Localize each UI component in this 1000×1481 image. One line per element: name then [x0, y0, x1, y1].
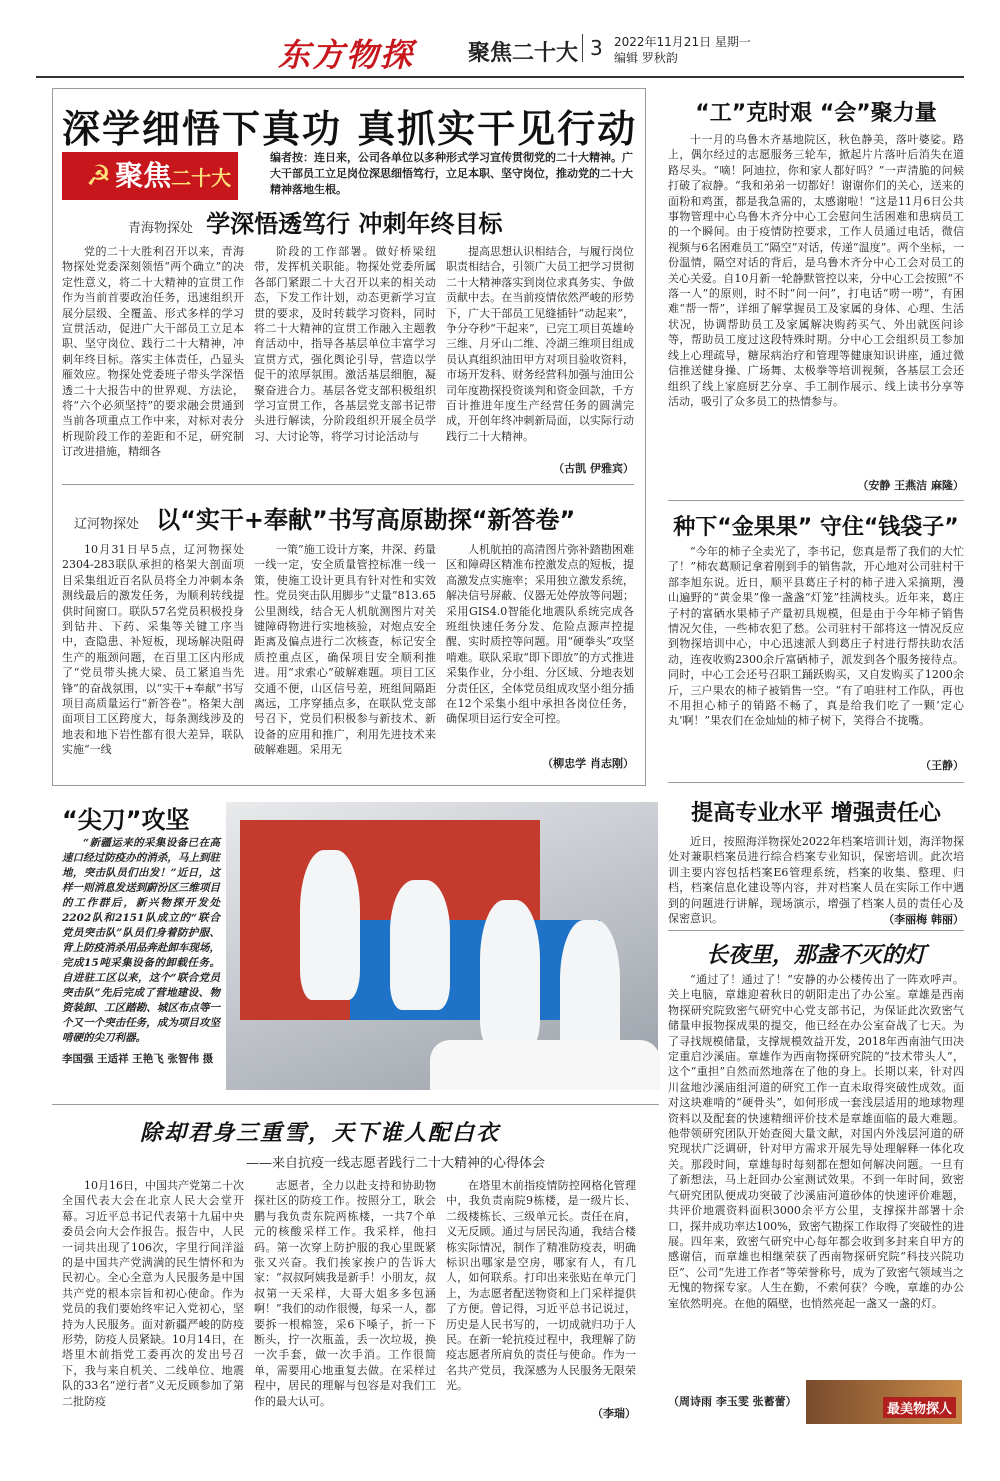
right1-byline: （安静 王燕洁 麻隆） [857, 479, 964, 492]
article3-col1: 10月16日，中国共产党第二十次全国代表大会在北京人民大会堂开幕。习近平总书记代表第十九届中央委员会向大会作报告。报告中，人民一词共出现了106次，字里行间洋溢的是中国共产党满满的民生情怀和为民初心。全心全意为人民服务是中国共产党的根本宗旨和初心使命。作为党员的我们要始终牢记入党初心，坚持为人民服务。面对新疆严峻的防疫形势，防疫人员紧缺。10月14日，在塔里木前指党工委再次的发出号召下，我与来自机关、二线单位、地震队的33名“逆行者”义无反顾参加了第二批防疫 [62, 1179, 244, 1408]
article1-col1: 党的二十大胜利召开以来，青海物探处党委深刻领悟“两个确立”的决定性意义，将二十大精神的宣贯工作作为当前首要政治任务，迅速组织开展分层级、全覆盖、形式多样的学习宣贯活动，促进广大干部员工立足本职、坚守岗位、践行二十大精神，冲刺年终目标。落实主体责任，凸显头雁效应。物探处党委班子带头学深悟透二十大报告中的世界观、方法论，将“六个必须坚持”的要求融会贯通到当前各项重点工作中来，对标对表分析现阶段工作的差距和不足，研究制订改进措施，精细各 [62, 245, 244, 459]
masthead-divider [582, 34, 583, 62]
right2-byline: （王静） [920, 759, 964, 772]
right4-title: 长夜里，那盏不灭的灯 [705, 942, 926, 968]
right3-title: 提高专业水平 增强责任心 [691, 801, 941, 826]
photo-worker [480, 900, 540, 1050]
focus-badge [62, 152, 238, 200]
article1-heading [128, 204, 502, 239]
divider [668, 782, 964, 783]
article2-pre: 辽河物探处 [74, 517, 140, 532]
article2-title: 以“实干+奉献”书写高原勘探“新答卷” [156, 506, 576, 534]
article1-pre: 青海物探处 [128, 221, 194, 236]
article1-col3: 提高思想认识相结合，与履行岗位职责相结合，引领广大员工把学习贯彻二十大精神落实到岗位求真务实、争做贡献中去。在当前疫情依然严峻的形势下，广大干部员工见缝插针“动起来”，争分夺秒“干起来”，已完工项目英雄岭三维、月牙山二维、冷湖三维项目组成员认真组织油田甲方对项目验收资料，市场开发科、财务经营科加强与油田公司年度勘探投资谈判和资金回款，千方百计推进年度生产经营任务的圆满完成，开创年终冲刺新局面，以实际行动践行二十大精神。 [446, 245, 634, 443]
photo-story-title: “尖刀”攻坚 [62, 806, 190, 834]
photo-car [430, 1040, 660, 1090]
divider [62, 484, 634, 485]
article1-title: 学深悟透笃行 冲刺年终目标 [206, 210, 503, 238]
right1-title: “工”克时艰 “会”聚力量 [695, 101, 937, 126]
date-text: 2022年11月21日 星期一 [614, 35, 751, 49]
masthead-rule [36, 76, 964, 78]
editor-text: 编辑 罗秋韵 [614, 51, 678, 65]
divider [668, 930, 964, 931]
right1-body: 十一月的乌鲁木齐基地院区，秋色静美，落叶婆娑。路上，偶尔经过的志愿服务三轮车，掀起片片落叶后消失在道路尽头。“嘀！阿迪拉，你和家人都好吗？”一声清脆的问候打破了寂静。“我和弟弟一切都好！谢谢你们的关心，送来的面粉和鸡蛋，都是我急需的，太感谢啦！”这是11月6日公共事物管理中心乌鲁木齐分中心工会慰问生活困难和患病员工的一个瞬间。由于疫情防控要求，工作人员通过电话，微信视频与6名困难员工“隔空”对话，传递“温度”。两个坐标，一份温情，隔空对话的背后，是乌鲁木齐分中心工会对员工的关心关爱。自10月新一轮静默管控以来，分中心工会按照“不落一人”的原则，时不时“问一问”，打电话“唠一唠”，有困难“帮一帮”，详细了解掌握员工及家属的身体、心理、生活状况，协调帮助员工及家属解决购药买气、外出就医问诊等，帮助员工度过这段特殊时期。分中心工会组织员工参加线上心理疏导，糖尿病治疗和管理等健康知识讲座，通过微信推送健身操、广场舞、太极拳等培训视频，各基层工会还组织了线上家庭厨艺分享、手工制作展示、线上读书分享等活动，吸引了众多员工的热情参与。 [668, 133, 964, 408]
article3-subtitle: ——来自抗疫一线志愿者践行二十大精神的心得体会 [246, 1156, 546, 1171]
article2-heading [74, 500, 575, 535]
divider [52, 1104, 659, 1105]
article2-col2: 一策”施工设计方案，井深、药量一线一定，安全质量管控标准一线一策，使施工设计更具有针对性和实效性。党员突击队用脚步“丈量”813.65公里测线，结合无人机航测图片对关键障碍物进行实地核验，对炮点安全距离及偏点进行二次核查，标记安全质控重点区，确保项目安全顺利推进。用“求索心”破解难题。项目工区交通不便，山区信号差，班组间隔距离远，工序穿插点多，在联队党支部号召下，党员们积极参与新技术、新设备的应用和推广，利用先进技术来破解难题。采用无 [254, 543, 436, 757]
right3-body: 近日，按照海洋物探处2022年档案培训计划，海洋物探处对兼职档案员进行综合档案专业知识，保密培训。此次培训主要内容包括档案E6管理系统，档案的收集、整理、归档，档案信息化建设等内容，并对档案人员在实际工作中遇到的问题进行讲解，现场演示，增强了档案人员的责任心及保密意识。 [668, 835, 964, 926]
right2-body: “今年的柿子全卖光了，李书记，您真是帮了我们的大忙了！”柿农葛顺记拿着刚到手的销售款，开心地对公司驻村干部李旭东说。近日，顺平县葛庄子村的柿子进入采摘期，漫山遍野的“黄金果”像一盏盏“灯笼”挂满枝头。近年来，葛庄子村的富硒水果柿子产量初具规模，但是由于今年柿子销售情况欠佳，一些柿农犯了愁。公司驻村干部将这一情况反应到物探培训中心，中心迅速派人到葛庄子村进行帮扶助农活动，连夜收购2300余斤富硒柿子，派发到各个服务接待点。同时，中心工会还号召职工踊跃购买，又自发购买了1200余斤，三户果农的柿子被销售一空。“有了咱驻村工作队，再也不用担心柿子的销路不畅了，真是给我们吃了一颗‘定心丸’啊！”果农们在金灿灿的柿子树下，笑得合不拢嘴。 [668, 545, 964, 728]
masthead-date [614, 34, 751, 66]
article2-col1: 10月31日早5点，辽河物探处2304-283联队承担的格架大剖面项目采集组近百名队员将全力冲刺本条测线最后的激发任务，为顺利转线提供时间窗口。联队57名党员积极投身到钻井、下药、采集等关键工序当中，查隐患、补短板，现场解决阻碍生产的瓶颈问题，在百里工区内形成了“党员带头挑大梁、员工紧追当先锋”的奋战氛围，以“实干+奉献”书写项目高质量运行“新答卷”。格架大剖面项目工区跨度大，每条测线涉及的地表和地下岩性都有很大差异，联队实施“一线 [62, 543, 244, 757]
divider [668, 500, 964, 501]
article2-col3: 人机航拍的高清图片弥补踏勘困难区和障碍区精准布控激发点的短板，提高激发点实施率；采用独立激发系统，解决信号屏蔽、仪器无处停放等问题；采用GIS4.0智能化地震队系统完成各班组快速任务分发、危险点源声控提醒、实时质控等问题。用“硬拳头”攻坚啃难。联队采取“即下即放”的方式推进采集作业，分小组、分区域、分地表划分责任区，全体党员组成攻坚小组分插在12个采集小组中承担各岗位任务，确保项目运行安全可控。 [446, 543, 634, 726]
masthead-logo: 东方物探 [278, 36, 415, 74]
right4-body: “通过了！通过了！”安静的办公楼传出了一阵欢呼声。关上电脑，章雄迎着秋日的朝阳走出了办公室。章雄是西南物探研究院致密气研究中心党支部书记，为保证此次致密气储量申报物探成果的提交，他已经在办公室奋战了七天。为了寻找规模储量，支撑规模效益开发，2018年西南油气田决定重启沙溪庙。章雄作为西南物探研究院的“技术带头人”，这个“重担”自然而然地落在了他的身上。长期以来，针对四川盆地沙溪庙组河道的研究工作一直未取得突破性成效。面对这块难啃的“硬骨头”，如何形成一套浅层适用的地球物理资料以及配套的快速精细评价技术是章雄面临的最大难题。他带领研究团队开始查阅大量文献，对国内外浅层河道的研究现状广泛调研，针对甲方需求开展先导处理解释一体化攻关。那段时间，章雄每时每刻都在想如何解决问题。一旦有了新想法，马上赶回办公室测试效果。不到一年时间，致密气研究团队便成功突破了沙溪庙河道砂体的快速评价难题，共评价地震资料面积3000余平方公里，支撑探井部署十余口，探井成功率达100%，致密气勘探工作取得了突破性的进展。四年来，致密气研究中心每年都会收到多封来自甲方的感谢信，而章雄也相继荣获了西南物探研究院“科技兴院功臣”、公司“先进工作者”等荣誉称号，成为了致密气领域当之无愧的物探专家。人生在勤，不索何获？今晚，章雄的办公室依然明亮。在他的隔壁，也悄然亮起一盏又一盏的灯。 [668, 973, 964, 1310]
right2-title: 种下“金果果” 守住“钱袋子” [673, 515, 959, 540]
right3-byline: （李丽梅 韩丽） [883, 913, 964, 926]
badge-main: 聚焦 [115, 159, 172, 192]
article3-title: 除却君身三重雪，天下谁人配白衣 [140, 1120, 501, 1146]
article1-byline: （古凯 伊雅宾） [553, 462, 634, 475]
masthead-section: 聚焦二十大 [468, 41, 579, 66]
editor-note: 编者按：连日来，公司各单位以多种形式学习宣传贯彻党的二十大精神。广大干部员工立足岗位深思细悟笃行，立足本职、坚守岗位，推动党的二十大精神落地生根。 [270, 151, 633, 196]
article3-col3: 在塔里木前指疫情防控网格化管理中，我负责南院9栋楼，是一级片长、二级楼栋长、三级单元长。责任在肩，义无反顾。通过与居民沟通，我结合楼栋实际情况，制作了精准防疫表，明确标识出哪家是空房，哪家有人，有几人，如何联系。打印出来张贴在单元门上，为志愿者配送物资和上门采样提供了方便。曾记得，习近平总书记说过，历史是人民书写的，一切成就归功于人民。在新一轮抗疫过程中，我理解了防疫志愿者所肩负的责任与使命。作为一名共产党员，我深感为人民服务无限荣光。 [446, 1179, 636, 1393]
photo-worker [390, 880, 450, 1010]
photo-worker [300, 850, 360, 1000]
article3-byline: （李瑞） [592, 1407, 636, 1420]
portrait-photo [806, 1380, 962, 1424]
hammer-sickle-icon: ☭ [86, 159, 112, 192]
column-tag: 最美物探人 [883, 1397, 956, 1418]
page-number: 3 [590, 36, 603, 60]
photo-story-caption: “新疆运来的采集设备已在高速口经过防疫办的消杀，马上到驻地，突击队员们出发！”近日，这样一则消息发送到蔚汾区三维项目的工作群后，新兴物探开发处2202队和2151队成立的“联合党员突击队”队员们身着防护服、背上防疫消杀用品奔赴卸车现场，完成15吨采集设备的卸载任务。自进驻工区以来，这个“联合党员突击队”先后完成了营地建设、物资装卸、工区踏勘、城区布点等一个又一个突击任务，成为项目攻坚啃硬的尖刀利器。 [62, 837, 220, 1044]
photo-credit: 李国强 王适祥 王艳飞 张智伟 摄 [62, 1053, 214, 1065]
article2-byline: （柳忠学 肖志刚） [542, 757, 634, 770]
article3-col2: 志愿者，全力以赴支持和协助物探社区的防疫工作。按照分工，耿会鹏与我负责东院两栋楼，一共7个单元的核酸采样工作。我采样，他扫码。第一次穿上防护服的我心里既紧张又兴奋。我们挨家挨户的告诉大家：“叔叔阿姨我是新手！小朋友，叔叔第一天采样，大哥大姐多多包涵啊！”我们的动作很慢，每采一人，都要拆一根棉签，采6下嗓子，折一下断头，拧一次瓶盖，丢一次垃圾，换一次手套，做一次手消。工作很简单，需要用心地重复去做。在采样过程中，居民的理解与包容是对我们工作的最大认可。 [254, 1179, 436, 1408]
article1-col2: 阶段的工作部署。做好桥梁纽带，发挥机关职能。物探处党委所属各部门紧跟二十大召开以来的相关动态，下发工作计划，动态更新学习宣贯的要求，及时转载学习资料，同时将二十大精神的宣贯工作融入主题教育活动中，指导各基层单位丰富学习宣贯方式，强化舆论引导，营造以学促干的浓厚氛围。激活基层细胞，凝聚奋进合力。基层各党支部积极组织学习宣贯工作，各基层党支部书记带头进行解读，分阶段组织开展全员学习、大讨论等，将学习讨论活动与 [254, 245, 436, 443]
badge-sub: 二十大 [171, 166, 232, 190]
right4-byline: （周诗雨 李玉雯 张蓄蕾） [668, 1395, 797, 1408]
lead-title: 深学细悟下真功 真抓实干见行动 [62, 107, 638, 151]
